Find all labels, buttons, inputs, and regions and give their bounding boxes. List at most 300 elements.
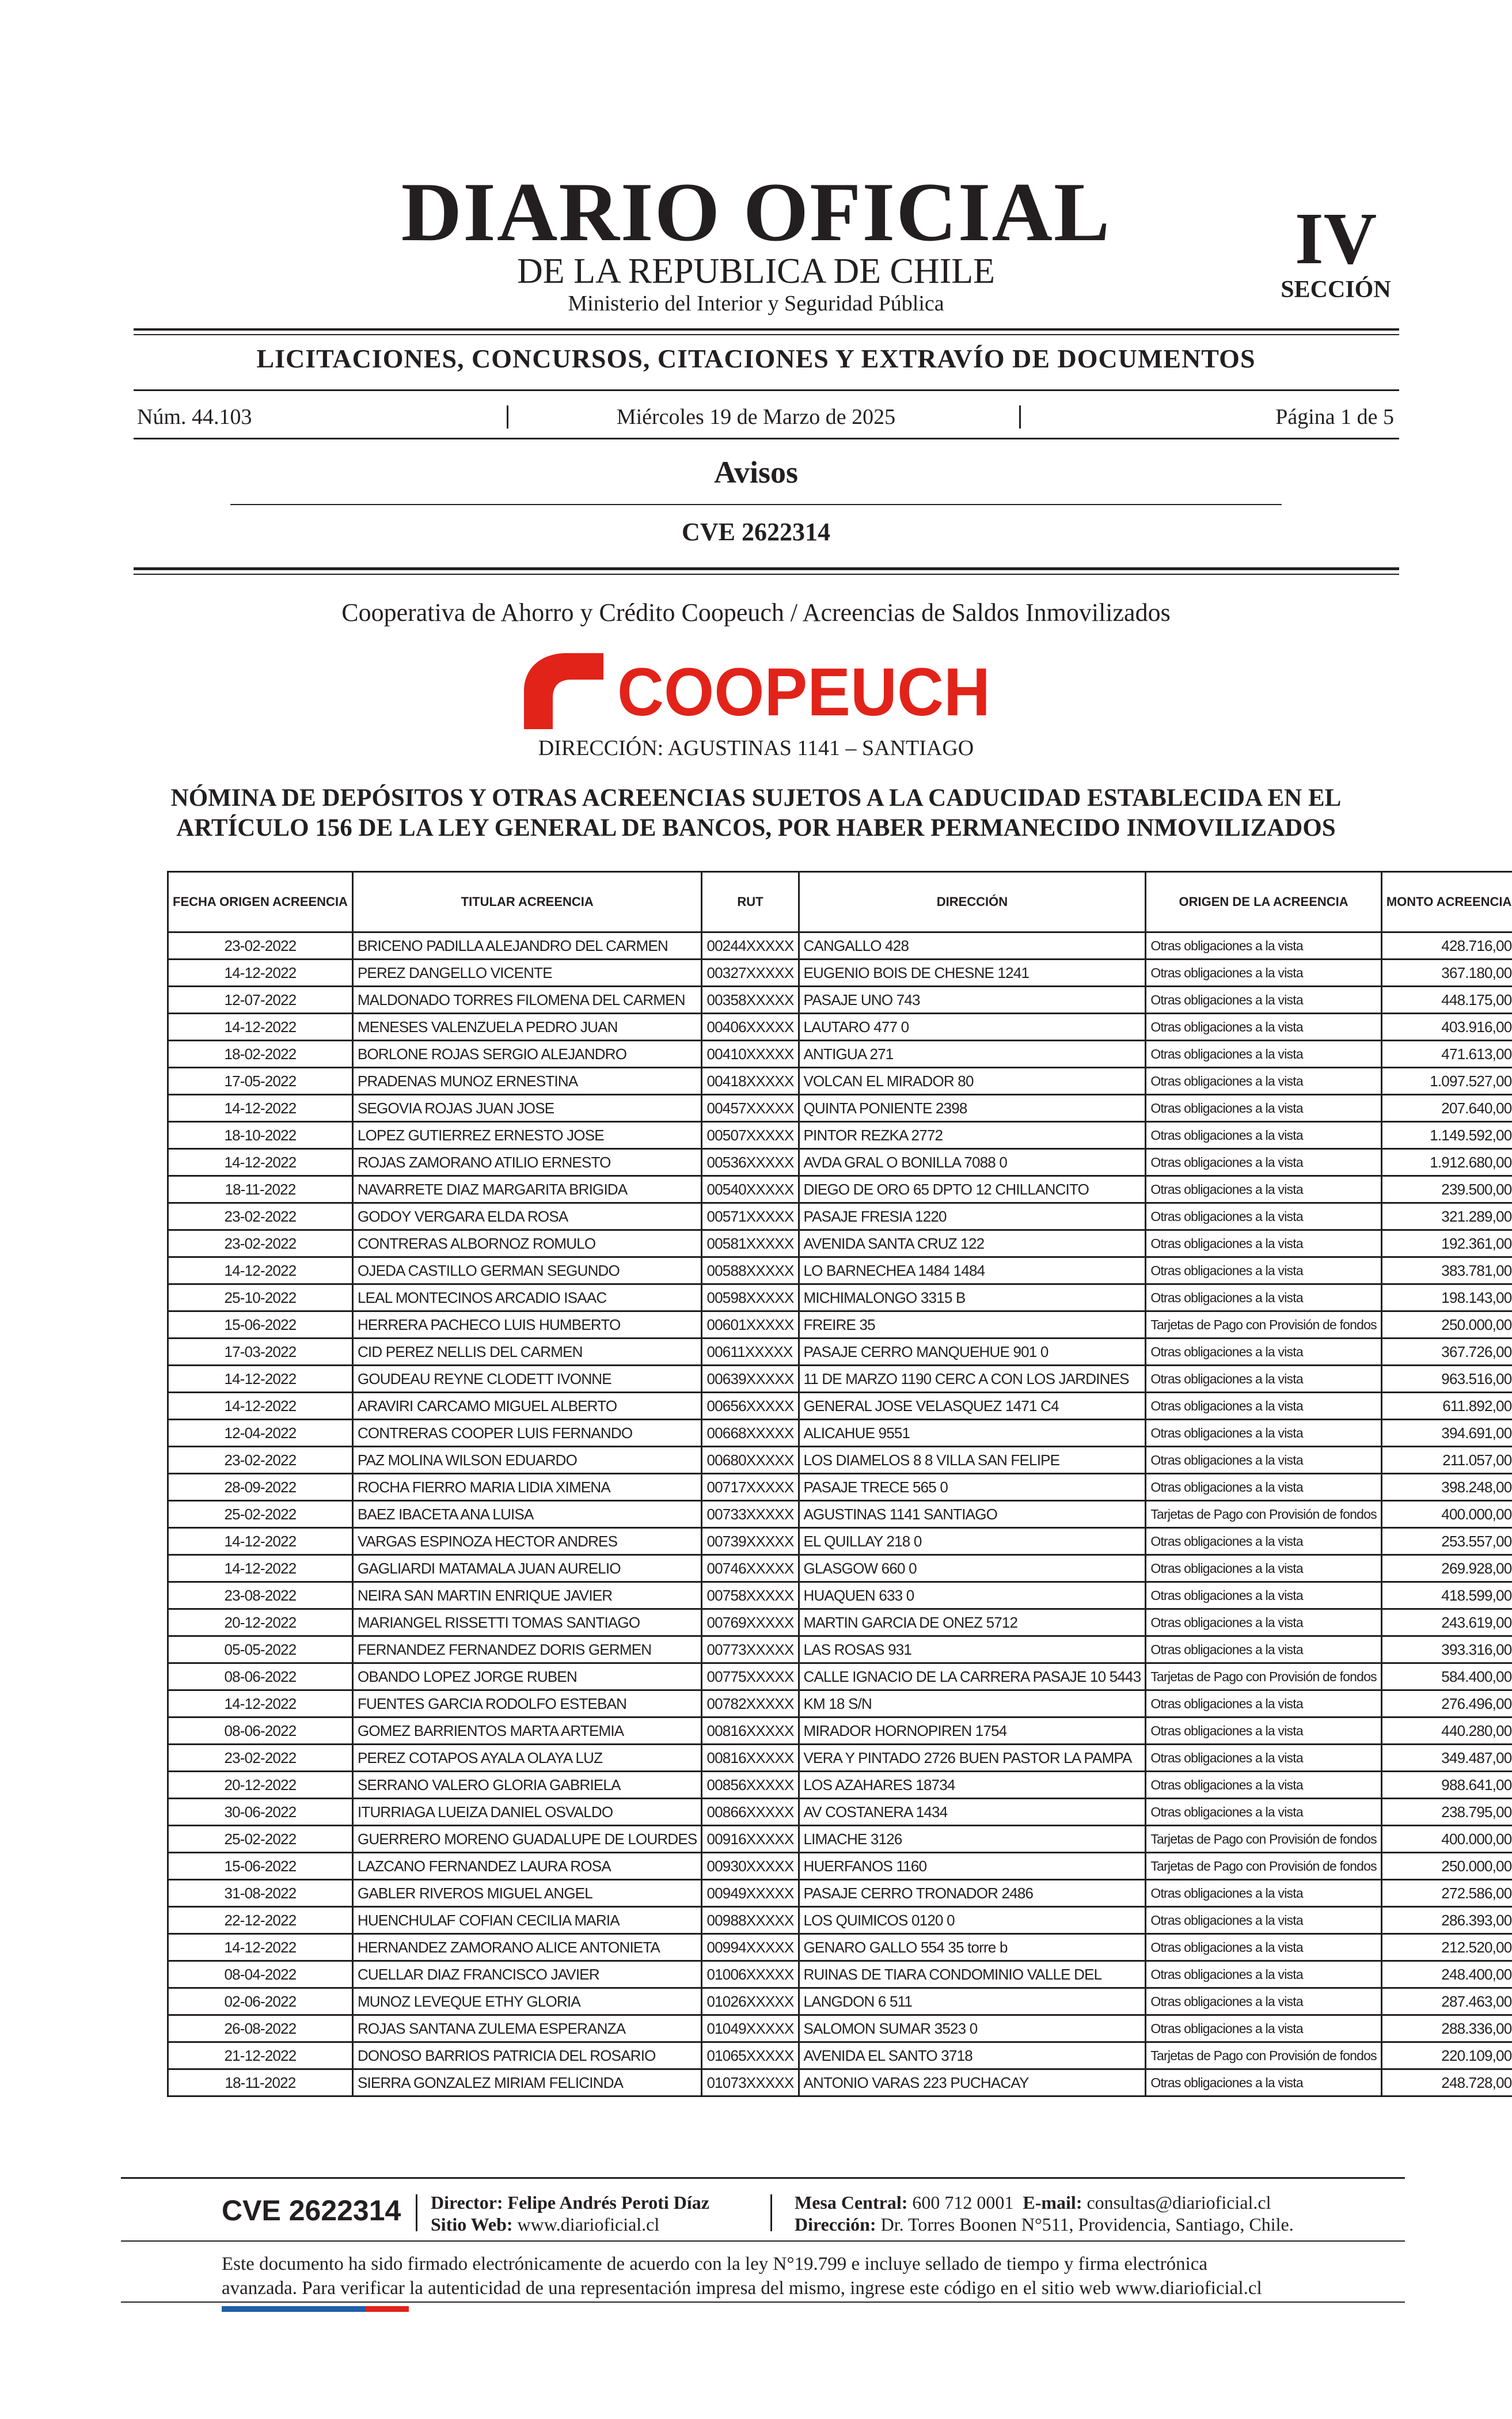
address-cell: PASAJE UNO 743 <box>799 987 1146 1014</box>
holder-cell: ROCHA FIERRO MARIA LIDIA XIMENA <box>352 1474 702 1501</box>
origin-cell: Otras obligaciones a la vista <box>1146 1717 1382 1745</box>
holder-cell: HUENCHULAF COFIAN CECILIA MARIA <box>352 1907 702 1934</box>
holder-cell: ROJAS SANTANA ZULEMA ESPERANZA <box>352 2015 702 2042</box>
rut-cell: 00581XXXXX <box>702 1230 799 1257</box>
address-cell: LAUTARO 477 0 <box>799 1014 1146 1041</box>
date-cell: 20-12-2022 <box>168 1609 353 1636</box>
origin-cell: Otras obligaciones a la vista <box>1146 2069 1382 2096</box>
holder-cell: SEGOVIA ROJAS JUAN JOSE <box>352 1095 702 1122</box>
address-cell: LIMACHE 3126 <box>799 1826 1146 1853</box>
footer-website: Sitio Web: www.diarioficial.cl <box>431 2214 660 2235</box>
origin-cell: Otras obligaciones a la vista <box>1146 1176 1382 1203</box>
rut-cell: 00668XXXXX <box>702 1420 799 1447</box>
address-cell: KM 18 S/N <box>799 1690 1146 1717</box>
table-row <box>168 1961 1512 1988</box>
date-cell: 14-12-2022 <box>168 1555 353 1582</box>
address-cell: AGUSTINAS 1141 SANTIAGO <box>799 1501 1146 1528</box>
issue-date: Miércoles 19 de Marzo de 2025 <box>616 405 896 429</box>
address-cell: GENERAL JOSE VELASQUEZ 1471 C4 <box>799 1393 1146 1420</box>
holder-cell: LEAL MONTECINOS ARCADIO ISAAC <box>352 1284 702 1311</box>
date-cell: 25-02-2022 <box>168 1826 353 1853</box>
date-cell: 15-06-2022 <box>168 1853 353 1880</box>
amount-cell: 428.716,00 <box>1381 932 1512 960</box>
amount-cell: 276.496,00 <box>1381 1690 1512 1717</box>
origin-cell: Otras obligaciones a la vista <box>1146 1041 1382 1068</box>
rut-cell: 00244XXXXX <box>702 932 799 960</box>
address-cell: ANTONIO VARAS 223 PUCHACAY <box>799 2069 1146 2096</box>
holder-cell: PAZ MOLINA WILSON EDUARDO <box>352 1447 702 1474</box>
table-row <box>168 1420 1512 1447</box>
address-cell: HUERFANOS 1160 <box>799 1853 1146 1880</box>
footer-director: Director: Felipe Andrés Peroti Díaz <box>431 2192 709 2213</box>
date-cell: 08-06-2022 <box>168 1663 353 1690</box>
amount-cell: 321.289,00 <box>1381 1203 1512 1230</box>
holder-cell: GABLER RIVEROS MIGUEL ANGEL <box>352 1880 702 1907</box>
date-cell: 23-02-2022 <box>168 1447 353 1474</box>
table-row <box>168 1447 1512 1474</box>
origin-cell: Otras obligaciones a la vista <box>1146 1257 1382 1284</box>
address-cell: LOS AZAHARES 18734 <box>799 1772 1146 1799</box>
origin-cell: Otras obligaciones a la vista <box>1146 1636 1382 1663</box>
address-cell: AV COSTANERA 1434 <box>799 1799 1146 1826</box>
rut-cell: 00406XXXXX <box>702 1014 799 1041</box>
table-row <box>168 1988 1512 2015</box>
origin-cell: Otras obligaciones a la vista <box>1146 1772 1382 1799</box>
rut-cell: 00775XXXXX <box>702 1663 799 1690</box>
address-cell: MARTIN GARCIA DE ONEZ 5712 <box>799 1609 1146 1636</box>
origin-cell: Otras obligaciones a la vista <box>1146 1014 1382 1041</box>
amount-cell: 1.912.680,00 <box>1381 1149 1512 1176</box>
holder-cell: MALDONADO TORRES FILOMENA DEL CARMEN <box>352 987 702 1014</box>
rut-cell: 01073XXXXX <box>702 2069 799 2096</box>
origin-cell: Tarjetas de Pago con Provisión de fondos <box>1146 2042 1382 2069</box>
address-cell: PINTOR REZKA 2772 <box>799 1122 1146 1149</box>
date-cell: 26-08-2022 <box>168 2015 353 2042</box>
date-cell: 25-02-2022 <box>168 1501 353 1528</box>
amount-cell: 1.149.592,00 <box>1381 1122 1512 1149</box>
disclaimer-line: avanzada. Para verificar la autenticidad de una representación impresa del mismo, ingrese este código en el sitio web www.diarioficial.cl <box>222 2278 1262 2299</box>
origin-cell: Otras obligaciones a la vista <box>1146 1907 1382 1934</box>
amount-cell: 250.000,00 <box>1381 1311 1512 1339</box>
origin-cell: Otras obligaciones a la vista <box>1146 1339 1382 1366</box>
rut-cell: 00598XXXXX <box>702 1284 799 1311</box>
table-row <box>168 1068 1512 1095</box>
amount-cell: 238.795,00 <box>1381 1799 1512 1826</box>
amount-cell: 198.143,00 <box>1381 1284 1512 1311</box>
date-cell: 18-10-2022 <box>168 1122 353 1149</box>
rut-cell: 00916XXXXX <box>702 1826 799 1853</box>
origin-cell: Otras obligaciones a la vista <box>1146 1366 1382 1393</box>
date-cell: 15-06-2022 <box>168 1311 353 1339</box>
holder-cell: VARGAS ESPINOZA HECTOR ANDRES <box>352 1528 702 1555</box>
origin-cell: Otras obligaciones a la vista <box>1146 1203 1382 1230</box>
table-row <box>168 1555 1512 1582</box>
holder-cell: PRADENAS MUNOZ ERNESTINA <box>352 1068 702 1095</box>
date-cell: 14-12-2022 <box>168 1095 353 1122</box>
holder-cell: OJEDA CASTILLO GERMAN SEGUNDO <box>352 1257 702 1284</box>
amount-cell: 448.175,00 <box>1381 987 1512 1014</box>
footer-accent-bar-blue <box>222 2306 366 2312</box>
rut-cell: 00680XXXXX <box>702 1447 799 1474</box>
address-cell: PASAJE CERRO MANQUEHUE 901 0 <box>799 1339 1146 1366</box>
footer-middle-rule <box>121 2240 1405 2242</box>
signature-disclaimer <box>222 2252 1316 2300</box>
table-row <box>168 1203 1512 1230</box>
table-row <box>168 1907 1512 1934</box>
holder-cell: BRICENO PADILLA ALEJANDRO DEL CARMEN <box>352 932 702 960</box>
table-row <box>168 1366 1512 1393</box>
amount-cell: 1.097.527,00 <box>1381 1068 1512 1095</box>
date-cell: 18-02-2022 <box>168 1041 353 1068</box>
table-row <box>168 1582 1512 1609</box>
table-row <box>168 1799 1512 1826</box>
date-cell: 25-10-2022 <box>168 1284 353 1311</box>
holder-cell: MARIANGEL RISSETTI TOMAS SANTIAGO <box>352 1609 702 1636</box>
footer-cve: CVE 2622314 <box>222 2194 401 2227</box>
footer-separator <box>416 2194 417 2231</box>
table-row <box>168 1095 1512 1122</box>
date-cell: 23-08-2022 <box>168 1582 353 1609</box>
origin-cell: Otras obligaciones a la vista <box>1146 1609 1382 1636</box>
amount-cell: 418.599,00 <box>1381 1582 1512 1609</box>
origin-cell: Otras obligaciones a la vista <box>1146 1447 1382 1474</box>
amount-cell: 988.641,00 <box>1381 1772 1512 1799</box>
origin-cell: Otras obligaciones a la vista <box>1146 1068 1382 1095</box>
address-cell: GLASGOW 660 0 <box>799 1555 1146 1582</box>
rut-cell: 00773XXXXX <box>702 1636 799 1663</box>
date-cell: 28-09-2022 <box>168 1474 353 1501</box>
amount-cell: 250.000,00 <box>1381 1853 1512 1880</box>
email-link[interactable]: consultas@diarioficial.cl <box>1086 2192 1271 2213</box>
address-cell: LOS DIAMELOS 8 8 VILLA SAN FELIPE <box>799 1447 1146 1474</box>
footer-accent-bar-red <box>366 2306 409 2312</box>
origin-cell: Otras obligaciones a la vista <box>1146 2015 1382 2042</box>
date-cell: 18-11-2022 <box>168 2069 353 2096</box>
table-row <box>168 1041 1512 1068</box>
column-header: FECHA ORIGEN ACREENCIA <box>168 872 353 932</box>
holder-cell: GODOY VERGARA ELDA ROSA <box>352 1203 702 1230</box>
amount-cell: 288.336,00 <box>1381 2015 1512 2042</box>
date-cell: 23-02-2022 <box>168 1230 353 1257</box>
footer-address: Dirección: Dr. Torres Boonen N°511, Providencia, Santiago, Chile. <box>795 2214 1294 2235</box>
origin-cell: Tarjetas de Pago con Provisión de fondos <box>1146 1853 1382 1880</box>
table-body <box>168 932 1512 2096</box>
holder-cell: HERNANDEZ ZAMORANO ALICE ANTONIETA <box>352 1934 702 1961</box>
address-cell: LAS ROSAS 931 <box>799 1636 1146 1663</box>
origin-cell: Otras obligaciones a la vista <box>1146 1988 1382 2015</box>
holder-cell: CONTRERAS ALBORNOZ ROMULO <box>352 1230 702 1257</box>
amount-cell: 403.916,00 <box>1381 1014 1512 1041</box>
address-cell: LOS QUIMICOS 0120 0 <box>799 1907 1146 1934</box>
address-cell: ALICAHUE 9551 <box>799 1420 1146 1447</box>
address-cell: VERA Y PINTADO 2726 BUEN PASTOR LA PAMPA <box>799 1745 1146 1772</box>
rut-cell: 00717XXXXX <box>702 1474 799 1501</box>
date-cell: 05-05-2022 <box>168 1636 353 1663</box>
amount-cell: 394.691,00 <box>1381 1420 1512 1447</box>
rut-cell: 00816XXXXX <box>702 1717 799 1745</box>
cve-rule-thick <box>134 567 1399 570</box>
address-cell: LO BARNECHEA 1484 1484 <box>799 1257 1146 1284</box>
address-cell: LANGDON 6 511 <box>799 1988 1146 2015</box>
column-header: ORIGEN DE LA ACREENCIA <box>1146 872 1382 932</box>
address-cell: EUGENIO BOIS DE CHESNE 1241 <box>799 960 1146 987</box>
amount-cell: 584.400,00 <box>1381 1663 1512 1690</box>
table-row <box>168 1339 1512 1366</box>
origin-cell: Otras obligaciones a la vista <box>1146 1284 1382 1311</box>
rut-cell: 00733XXXXX <box>702 1501 799 1528</box>
amount-cell: 220.109,00 <box>1381 2042 1512 2069</box>
holder-cell: SERRANO VALERO GLORIA GABRIELA <box>352 1772 702 1799</box>
date-cell: 18-11-2022 <box>168 1176 353 1203</box>
table-row <box>168 960 1512 987</box>
rut-cell: 00536XXXXX <box>702 1149 799 1176</box>
rut-cell: 00418XXXXX <box>702 1068 799 1095</box>
table-row <box>168 2069 1512 2096</box>
rut-cell: 00507XXXXX <box>702 1122 799 1149</box>
list-heading-line: NÓMINA DE DEPÓSITOS Y OTRAS ACREENCIAS SUJETOS A LA CADUCIDAD ESTABLECIDA EN EL <box>170 784 1342 812</box>
table-row <box>168 1149 1512 1176</box>
origin-cell: Tarjetas de Pago con Provisión de fondos <box>1146 1663 1382 1690</box>
avisos-rule <box>230 504 1282 505</box>
origin-cell: Otras obligaciones a la vista <box>1146 1393 1382 1420</box>
address-cell: VOLCAN EL MIRADOR 80 <box>799 1068 1146 1095</box>
section-title: LICITACIONES, CONCURSOS, CITACIONES Y EXTRAVÍO DE DOCUMENTOS <box>256 344 1256 373</box>
rut-cell: 00611XXXXX <box>702 1339 799 1366</box>
date-cell: 20-12-2022 <box>168 1772 353 1799</box>
table-row <box>168 1176 1512 1203</box>
rut-cell: 00571XXXXX <box>702 1203 799 1230</box>
origin-cell: Otras obligaciones a la vista <box>1146 1095 1382 1122</box>
address-cell: AVDA GRAL O BONILLA 7088 0 <box>799 1149 1146 1176</box>
amount-cell: 253.557,00 <box>1381 1528 1512 1555</box>
table-row <box>168 1826 1512 1853</box>
address-cell: MIRADOR HORNOPIREN 1754 <box>799 1717 1146 1745</box>
amount-cell: 272.586,00 <box>1381 1880 1512 1907</box>
rut-cell: 00994XXXXX <box>702 1934 799 1961</box>
date-cell: 30-06-2022 <box>168 1799 353 1826</box>
newspaper-subtitle: DE LA REPUBLICA DE CHILE <box>516 252 996 291</box>
address-cell: CALLE IGNACIO DE LA CARRERA PASAJE 10 5443 <box>799 1663 1146 1690</box>
rut-cell: 00540XXXXX <box>702 1176 799 1203</box>
list-heading <box>127 783 1385 843</box>
amount-cell: 963.516,00 <box>1381 1366 1512 1393</box>
date-cell: 14-12-2022 <box>168 1014 353 1041</box>
holder-cell: GOUDEAU REYNE CLODETT IVONNE <box>352 1366 702 1393</box>
origin-cell: Otras obligaciones a la vista <box>1146 1420 1382 1447</box>
address-cell: EL QUILLAY 218 0 <box>799 1528 1146 1555</box>
date-cell: 17-03-2022 <box>168 1339 353 1366</box>
table-row <box>168 1501 1512 1528</box>
masthead-rule-thin <box>134 334 1399 335</box>
amount-cell: 248.728,00 <box>1381 2069 1512 2096</box>
origin-cell: Otras obligaciones a la vista <box>1146 987 1382 1014</box>
accounts-table <box>167 871 1512 2097</box>
rut-cell: 00601XXXXX <box>702 1311 799 1339</box>
origin-cell: Otras obligaciones a la vista <box>1146 1745 1382 1772</box>
table-row <box>168 1528 1512 1555</box>
amount-cell: 211.057,00 <box>1381 1447 1512 1474</box>
date-cell: 14-12-2022 <box>168 1528 353 1555</box>
date-cell: 14-12-2022 <box>168 1393 353 1420</box>
origin-cell: Otras obligaciones a la vista <box>1146 1149 1382 1176</box>
holder-cell: CUELLAR DIAZ FRANCISCO JAVIER <box>352 1961 702 1988</box>
rut-cell: 00639XXXXX <box>702 1366 799 1393</box>
origin-cell: Otras obligaciones a la vista <box>1146 1528 1382 1555</box>
date-cell: 12-04-2022 <box>168 1420 353 1447</box>
address-cell: AVENIDA EL SANTO 3718 <box>799 2042 1146 2069</box>
rut-cell: 00816XXXXX <box>702 1745 799 1772</box>
info-bar-top-rule <box>134 389 1399 391</box>
rut-cell: 00457XXXXX <box>702 1095 799 1122</box>
origin-cell: Tarjetas de Pago con Provisión de fondos <box>1146 1826 1382 1853</box>
origin-cell: Otras obligaciones a la vista <box>1146 960 1382 987</box>
amount-cell: 471.613,00 <box>1381 1041 1512 1068</box>
date-cell: 21-12-2022 <box>168 2042 353 2069</box>
table-row <box>168 1014 1512 1041</box>
section-label: SECCIÓN <box>1281 276 1391 303</box>
rut-cell: 00588XXXXX <box>702 1257 799 1284</box>
holder-cell: FERNANDEZ FERNANDEZ DORIS GERMEN <box>352 1636 702 1663</box>
institution-line: Cooperativa de Ahorro y Crédito Coopeuch / Acreencias de Saldos Inmovilizados <box>341 598 1171 627</box>
disclaimer-line: Este documento ha sido firmado electrónicamente de acuerdo con la ley N°19.799 e incluye sellado de tiempo y firma electrónica <box>222 2254 1208 2274</box>
holder-cell: ROJAS ZAMORANO ATILIO ERNESTO <box>352 1149 702 1176</box>
rut-cell: 01026XXXXX <box>702 1988 799 2015</box>
masthead-rule-thick <box>134 328 1399 331</box>
amount-cell: 286.393,00 <box>1381 1907 1512 1934</box>
origin-cell: Otras obligaciones a la vista <box>1146 1961 1382 1988</box>
amount-cell: 393.316,00 <box>1381 1636 1512 1663</box>
ministry-line: Ministerio del Interior y Seguridad Pública <box>568 291 944 316</box>
date-cell: 23-02-2022 <box>168 1745 353 1772</box>
date-cell: 08-06-2022 <box>168 1717 353 1745</box>
table-row <box>168 1745 1512 1772</box>
rut-cell: 00656XXXXX <box>702 1393 799 1420</box>
rut-cell: 00327XXXXX <box>702 960 799 987</box>
address-cell: AVENIDA SANTA CRUZ 122 <box>799 1230 1146 1257</box>
date-cell: 14-12-2022 <box>168 960 353 987</box>
phone-number: 600 712 0001 <box>912 2192 1014 2213</box>
page-number: Página 1 de 5 <box>1275 405 1394 429</box>
date-cell: 14-12-2022 <box>168 1934 353 1961</box>
column-header: MONTO ACREENCIA <box>1381 872 1512 932</box>
rut-cell: 00866XXXXX <box>702 1799 799 1826</box>
date-cell: 14-12-2022 <box>168 1366 353 1393</box>
holder-cell: BAEZ IBACETA ANA LUISA <box>352 1501 702 1528</box>
amount-cell: 400.000,00 <box>1381 1826 1512 1853</box>
amount-cell: 248.400,00 <box>1381 1961 1512 1988</box>
holder-cell: ARAVIRI CARCAMO MIGUEL ALBERTO <box>352 1393 702 1420</box>
table-row <box>168 2015 1512 2042</box>
director-name: Felipe Andrés Peroti Díaz <box>507 2192 709 2213</box>
address-cell: QUINTA PONIENTE 2398 <box>799 1095 1146 1122</box>
table-row <box>168 2042 1512 2069</box>
table-row <box>168 1934 1512 1961</box>
origin-cell: Otras obligaciones a la vista <box>1146 1690 1382 1717</box>
table-row <box>168 1609 1512 1636</box>
section-roman-numeral: IV <box>1294 198 1377 279</box>
holder-cell: FUENTES GARCIA RODOLFO ESTEBAN <box>352 1690 702 1717</box>
holder-cell: SIERRA GONZALEZ MIRIAM FELICINDA <box>352 2069 702 2096</box>
list-heading-line: ARTÍCULO 156 DE LA LEY GENERAL DE BANCOS, POR HABER PERMANECIDO INMOVILIZADOS <box>176 814 1336 841</box>
holder-cell: GAGLIARDI MATAMALA JUAN AURELIO <box>352 1555 702 1582</box>
date-cell: 14-12-2022 <box>168 1257 353 1284</box>
holder-cell: MUNOZ LEVEQUE ETHY GLORIA <box>352 1988 702 2015</box>
origin-cell: Tarjetas de Pago con Provisión de fondos <box>1146 1501 1382 1528</box>
holder-cell: NAVARRETE DIAZ MARGARITA BRIGIDA <box>352 1176 702 1203</box>
footer-bottom-rule <box>121 2302 1405 2303</box>
cve-rule-thin <box>134 574 1399 575</box>
origin-cell: Tarjetas de Pago con Provisión de fondos <box>1146 1311 1382 1339</box>
amount-cell: 207.640,00 <box>1381 1095 1512 1122</box>
origin-cell: Otras obligaciones a la vista <box>1146 1474 1382 1501</box>
holder-cell: PEREZ COTAPOS AYALA OLAYA LUZ <box>352 1745 702 1772</box>
table-row <box>168 1122 1512 1149</box>
institution-address: DIRECCIÓN: AGUSTINAS 1141 – SANTIAGO <box>538 736 974 760</box>
amount-cell: 367.726,00 <box>1381 1339 1512 1366</box>
amount-cell: 243.619,00 <box>1381 1609 1512 1636</box>
table-row <box>168 1717 1512 1745</box>
rut-cell: 00988XXXXX <box>702 1907 799 1934</box>
date-cell: 14-12-2022 <box>168 1149 353 1176</box>
amount-cell: 383.781,00 <box>1381 1257 1512 1284</box>
rut-cell: 01006XXXXX <box>702 1961 799 1988</box>
website-link[interactable]: www.diarioficial.cl <box>517 2214 660 2235</box>
amount-cell: 400.000,00 <box>1381 1501 1512 1528</box>
rut-cell: 00769XXXXX <box>702 1609 799 1636</box>
holder-cell: CID PEREZ NELLIS DEL CARMEN <box>352 1339 702 1366</box>
address-cell: CANGALLO 428 <box>799 932 1146 960</box>
newspaper-title: DIARIO OFICIAL <box>401 165 1111 259</box>
holder-cell: GUERRERO MORENO GUADALUPE DE LOURDES <box>352 1826 702 1853</box>
origin-cell: Otras obligaciones a la vista <box>1146 1122 1382 1149</box>
table-row <box>168 1663 1512 1690</box>
address-cell: DIEGO DE ORO 65 DPTO 12 CHILLANCITO <box>799 1176 1146 1203</box>
amount-cell: 611.892,00 <box>1381 1393 1512 1420</box>
address-cell: RUINAS DE TIARA CONDOMINIO VALLE DEL <box>799 1961 1146 1988</box>
footer-address-text: Dr. Torres Boonen N°511, Providencia, Santiago, Chile. <box>880 2214 1294 2235</box>
table-row <box>168 1636 1512 1663</box>
footer-top-rule <box>121 2177 1405 2179</box>
table-row <box>168 1257 1512 1284</box>
amount-cell: 269.928,00 <box>1381 1555 1512 1582</box>
origin-cell: Otras obligaciones a la vista <box>1146 1230 1382 1257</box>
table-header-row <box>168 872 1512 932</box>
table-row <box>168 1474 1512 1501</box>
coopeuch-logo <box>518 651 996 731</box>
address-cell: PASAJE TRECE 565 0 <box>799 1474 1146 1501</box>
date-cell: 22-12-2022 <box>168 1907 353 1934</box>
amount-cell: 239.500,00 <box>1381 1176 1512 1203</box>
origin-cell: Otras obligaciones a la vista <box>1146 932 1382 960</box>
rut-cell: 00782XXXXX <box>702 1690 799 1717</box>
amount-cell: 367.180,00 <box>1381 960 1512 987</box>
rut-cell: 00949XXXXX <box>702 1880 799 1907</box>
rut-cell: 00739XXXXX <box>702 1528 799 1555</box>
footer-contact: Mesa Central: 600 712 0001 E-mail: consultas@diarioficial.cl <box>795 2192 1271 2213</box>
date-cell: 23-02-2022 <box>168 1203 353 1230</box>
table-row <box>168 1853 1512 1880</box>
table-row <box>168 1230 1512 1257</box>
holder-cell: BORLONE ROJAS SERGIO ALEJANDRO <box>352 1041 702 1068</box>
footer-separator <box>770 2194 772 2231</box>
rut-cell: 01049XXXXX <box>702 2015 799 2042</box>
rut-cell: 00856XXXXX <box>702 1772 799 1799</box>
address-cell: 11 DE MARZO 1190 CERC A CON LOS JARDINES <box>799 1366 1146 1393</box>
notice-category: Avisos <box>713 455 799 490</box>
date-cell: 17-05-2022 <box>168 1068 353 1095</box>
table-row <box>168 1311 1512 1339</box>
rut-cell: 00746XXXXX <box>702 1555 799 1582</box>
